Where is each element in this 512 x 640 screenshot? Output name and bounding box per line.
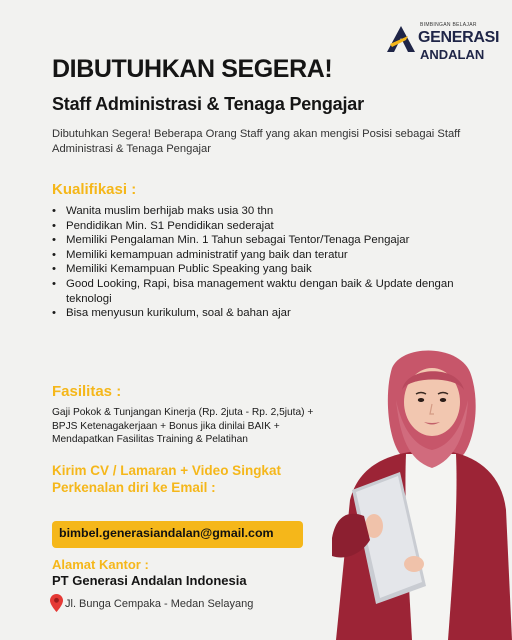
intro-text: Dibutuhkan Segera! Beberapa Orang Staff yang akan mengisi Posisi sebagai Staff Administrasi & Tenaga Pengajar — [52, 128, 461, 155]
list-item: • Pendidikan Min. S1 Pendidikan sederajat — [52, 219, 472, 234]
location-pin-icon — [50, 594, 63, 612]
headline: DIBUTUHKAN SEGERA! — [52, 55, 333, 83]
brand-logo — [386, 20, 498, 64]
address-text: Jl. Bunga Cempaka - Medan Selayang — [65, 598, 254, 610]
office-title: Alamat Kantor : — [52, 557, 149, 572]
facilities-line: BPJS Ketenagakerjaan + Bonus jika dinilai BAIK + — [52, 420, 280, 432]
subheadline: Staff Administrasi & Tenaga Pengajar — [52, 94, 364, 114]
apply-line-1: Kirim CV / Lamaran + Video Singkat — [52, 463, 281, 478]
logo-line-1: GENERASI — [418, 29, 500, 46]
logo-line-2: ANDALAN — [420, 47, 485, 62]
triangle-a-logo-icon — [386, 24, 416, 54]
facilities-line: Mendapatkan Fasilitas Training & Pelatihan — [52, 434, 248, 446]
email-badge[interactable]: bimbel.generasiandalan@gmail.com — [52, 521, 303, 548]
apply-line-2: Perkenalan diri ke Email : — [52, 480, 216, 495]
company-name: PT Generasi Andalan Indonesia — [52, 573, 247, 588]
qualifications-title: Kualifikasi : — [52, 181, 137, 198]
qualifications-list — [52, 204, 472, 321]
logo-tagline: BIMBINGAN BELAJAR — [420, 22, 477, 28]
apply-instructions — [52, 462, 281, 496]
list-item: • Bisa menyusun kurikulum, soal & bahan ajar — [52, 306, 472, 321]
list-item: • Good Looking, Rapi, bisa management waktu dengan baik & Update dengan teknologi — [52, 277, 472, 306]
facilities-line: Gaji Pokok & Tunjangan Kinerja (Rp. 2juta - Rp. 2,5juta) + — [52, 407, 314, 418]
list-item: • Wanita muslim berhijab maks usia 30 thn — [52, 204, 472, 219]
list-item: • Memiliki Kemampuan Public Speaking yang baik — [52, 262, 472, 277]
list-item: • Memiliki kemampuan administratif yang baik dan teratur — [52, 248, 472, 263]
list-item: • Memiliki Pengalaman Min. 1 Tahun sebagai Tentor/Tenaga Pengajar — [52, 233, 472, 248]
woman-with-tablet-illustration — [330, 350, 512, 640]
facilities-title: Fasilitas : — [52, 383, 122, 400]
